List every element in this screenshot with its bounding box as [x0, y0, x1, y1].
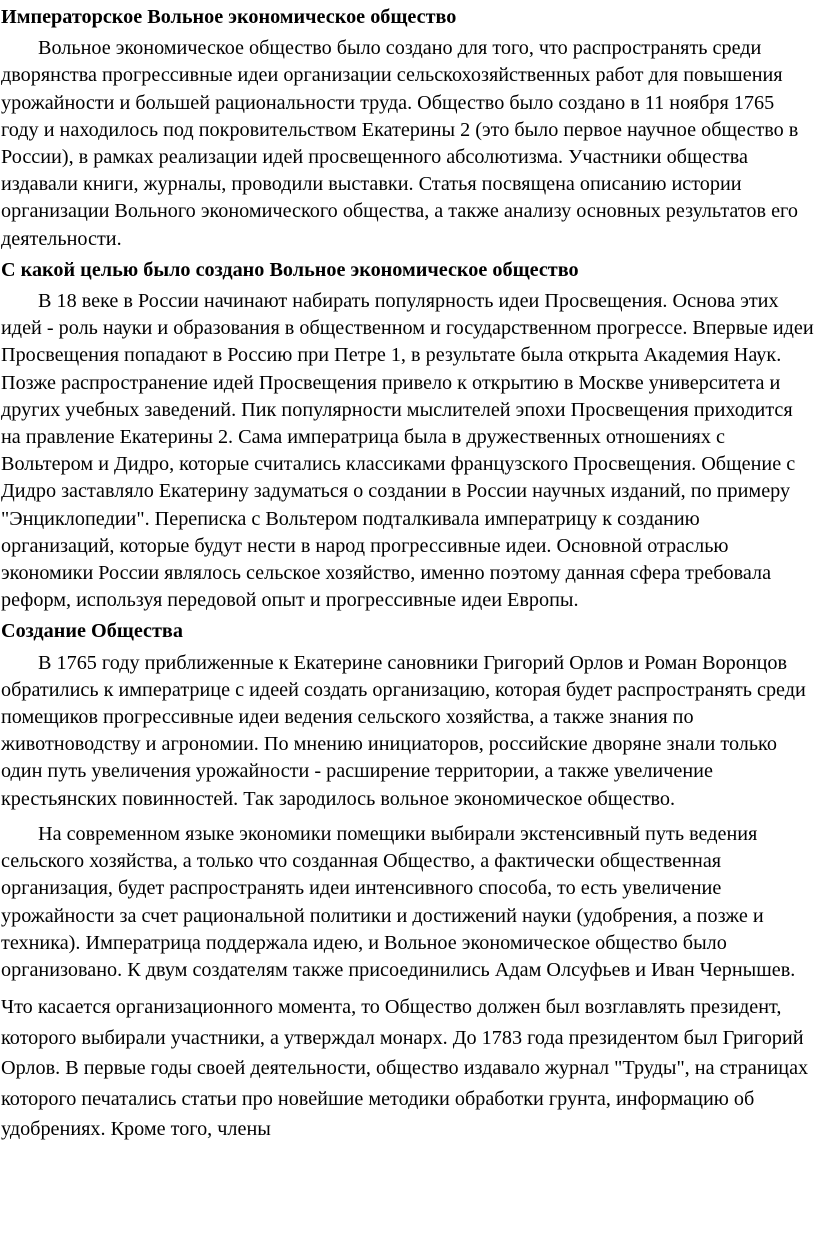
section-heading-purpose: С какой целью было создано Вольное экономическое общество [1, 258, 579, 281]
creation-paragraph-2: На современном языке экономики помещики выбирали экстенсивный путь ведения сельского хозяйства, а только что созданная Общество, а фактически общественная организация, будет распространять идеи интенсивного способа, то есть увеличение урожайности за счет рациональной политики и достижений науки (удобрения, а позже и техника). Императрица поддержала идею, и Вольное экономическое общество было организовано. К двум создателям также присоединились Адам Олсуфьев и Иван Чернышев. [1, 822, 796, 981]
spacer [1, 813, 816, 821]
creation-paragraph-1: В 1765 году приближенные к Екатерине сановники Григорий Орлов и Роман Воронцов обратились к императрице с идеей создать организацию, которая будет распространять среди помещиков прогрессивные идеи ведения сельского хозяйства, а также знания по животноводству и агрономии. По мнению инициаторов, российские дворяне знали только один путь увеличения урожайности - расширение территории, а также увеличение крестьянских повинностей. Так зародилось вольное экономическое общество. [1, 651, 806, 810]
intro-paragraph: Вольное экономическое общество было создано для того, что распространять среди дворянства прогрессивные идеи организации сельскохозяйственных работ для повышения урожайности и большей рациональности труда. Общество было создано в 11 ноября 1765 году и находилось под покровительством Екатерины 2 (это было первое научное общество в России), в рамках реализации идей просвещенного абсолютизма. Участники общества издавали книги, журналы, проводили выставки. Статья посвящена описанию истории организации Вольного экономического общества, а также анализу основных результатов его деятельности. [1, 37, 799, 250]
spacer [1, 984, 816, 992]
purpose-paragraph: В 18 веке в России начинают набирать популярность идеи Просвещения. Основа этих идей - роль науки и образования в общественном и государственном прогрессе. Впервые идеи Просвещения попадают в Россию при Петре 1, в результате была открыта Академия Наук. Позже распространение идей Просвещения привело к открытию в Москве университета и других учебных заведений. Пик популярности мыслителей эпохи Просвещения приходится на правление Екатерины 2. Сама императрица была в дружественных отношениях с Вольтером и Дидро, которые считались классиками французского Просвещения. Общение с Дидро заставляло Екатерину задуматься о создании в России научных изданий, по примеру "Энциклопедии". Переписка с Вольтером подталкивала императрицу к созданию организаций, которые будут нести в народ прогрессивные идеи. Основной отраслью экономики России являлось сельское хозяйство, именно поэтому данная сфера требовала реформ, используя передовой опыт и прогрессивные идеи Европы. [1, 290, 814, 612]
section-heading-creation: Создание Общества [1, 620, 183, 643]
creation-paragraph-3: Что касается организационного момента, то Общество должен был возглавлять президент, которого выбирали участники, а утверждал монарх. До 1783 года президентом был Григорий Орлов. В первые годы своей деятельности, общество издавало журнал "Труды", на страницах которого печатались статьи про новейшие методики обработки грунта, информацию об удобрениях. Кроме того, члены [1, 996, 809, 1141]
document-title: Императорское Вольное экономическое общество [1, 6, 457, 28]
